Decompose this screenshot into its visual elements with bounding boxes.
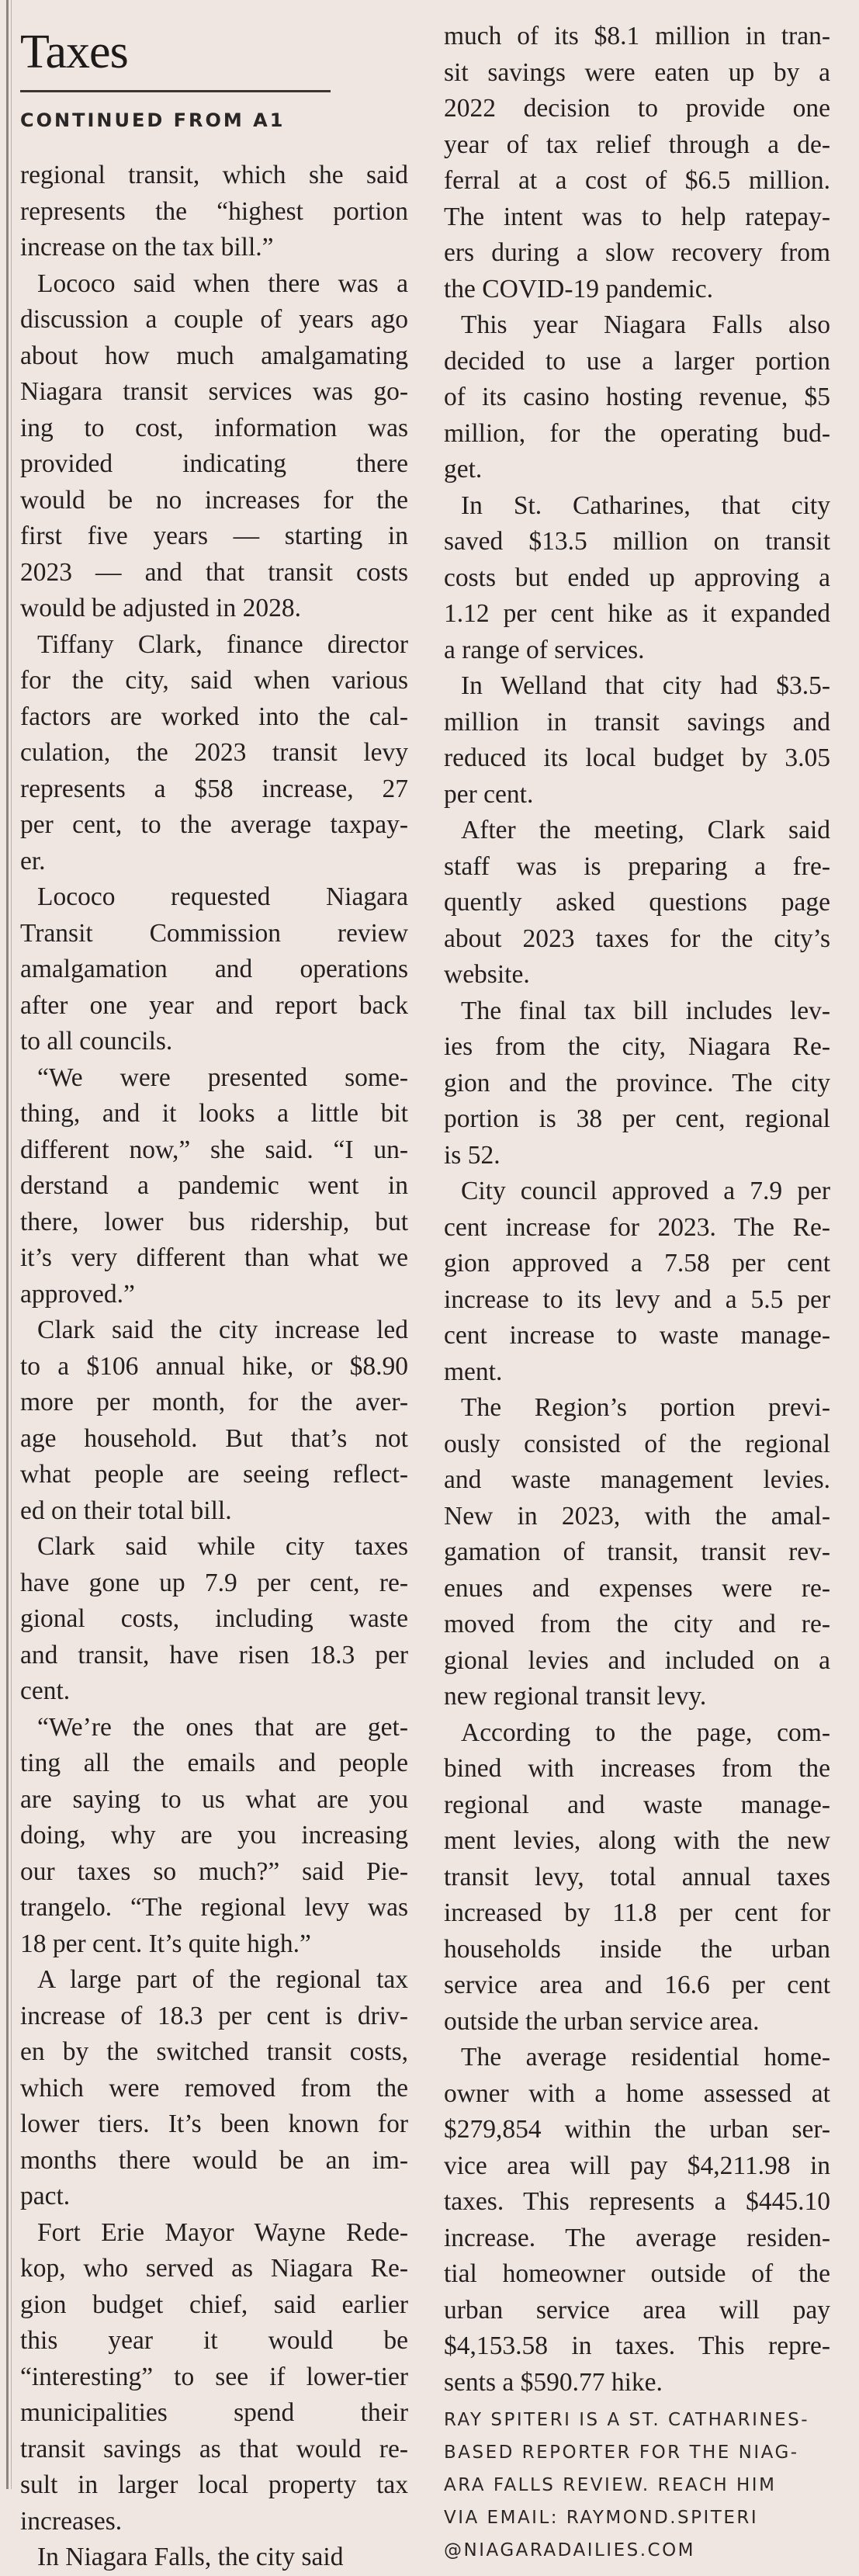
- text-line: and transit, have risen 18.3 per: [20, 1640, 408, 1669]
- text-line: The Region’s portion previ-: [461, 1393, 830, 1422]
- text-line: Niagara transit services was go-: [20, 377, 408, 406]
- text-line: doing, why are you increasing: [20, 1821, 408, 1850]
- text-line: represents a $58 increase, 27: [20, 774, 408, 803]
- text-line: outside the urban service area.: [444, 2006, 760, 2036]
- text-line: vice area will pay $4,211.98 in: [444, 2151, 830, 2180]
- text-line: approved.”: [20, 1279, 135, 1309]
- text-line: per cent.: [444, 779, 534, 809]
- text-line: In St. Catharines, that city: [461, 491, 830, 520]
- text-line: $279,854 within the urban ser-: [444, 2115, 830, 2144]
- headline-rule: [20, 90, 331, 92]
- text-line: enues and expenses were re-: [444, 1573, 830, 1603]
- text-line: there, lower bus ridership, but: [20, 1207, 408, 1236]
- text-line: new regional transit levy.: [444, 1682, 707, 1711]
- text-line: much of its $8.1 million in tran-: [444, 22, 830, 50]
- text-line: derstand a pandemic went in: [20, 1171, 408, 1200]
- text-line: culation, the 2023 transit levy: [20, 738, 408, 767]
- text-line: are saying to us what are you: [20, 1784, 408, 1814]
- text-line: of its casino hosting revenue, $5: [444, 383, 830, 411]
- article-paragraph: [444, 993, 830, 1174]
- text-line: gional costs, including waste: [20, 1604, 408, 1633]
- text-line: gion and the province. The city: [444, 1068, 830, 1097]
- text-line: The average residential home-: [461, 2043, 830, 2072]
- text-line: portion is 38 per cent, regional: [444, 1104, 830, 1133]
- text-line: reduced its local budget by 3.05: [444, 744, 830, 772]
- text-line: The intent was to help ratepay-: [444, 202, 830, 231]
- text-line: In Niagara Falls, the city said: [37, 2543, 344, 2571]
- bio-line: @NIAGARADAILIES.COM: [444, 2540, 696, 2560]
- article-paragraph: [444, 668, 830, 813]
- text-line: gion approved a 7.58 per cent: [444, 1249, 830, 1278]
- text-line: and waste management levies.: [444, 1465, 830, 1494]
- text-line: increase on the tax bill.”: [20, 233, 274, 262]
- bio-line: ARA FALLS REVIEW. REACH HIM: [444, 2475, 777, 2495]
- headline: Taxes: [20, 26, 128, 78]
- text-line: age household. But that’s not: [20, 1423, 408, 1453]
- text-line: cent increase for 2023. The Re-: [444, 1212, 830, 1242]
- text-line: ing to cost, information was: [20, 413, 408, 442]
- text-line: service area and 16.6 per cent: [444, 1971, 830, 1999]
- text-line: increases.: [20, 2506, 123, 2536]
- text-line: owner with a home assessed at: [444, 2078, 830, 2108]
- article-paragraph: [444, 488, 830, 669]
- text-line: According to the page, com-: [461, 1718, 830, 1747]
- text-line: taxes. This represents a $445.10: [444, 2187, 830, 2216]
- page-edge-rule: [6, 0, 9, 2489]
- text-line: transit levy, total annual taxes: [444, 1862, 830, 1891]
- article-paragraph: [20, 158, 408, 266]
- text-line: ously consisted of the regional: [444, 1429, 830, 1458]
- article-paragraph: [20, 1312, 408, 1529]
- text-line: discussion a couple of years ago: [20, 305, 408, 334]
- text-line: moved from the city and re-: [444, 1610, 830, 1638]
- continued-from-label: CONTINUED FROM A1: [20, 109, 286, 131]
- text-line: Transit Commission review: [20, 918, 408, 948]
- text-line: lower tiers. It’s been known for: [20, 2110, 408, 2138]
- text-line: provided indicating there: [20, 449, 408, 478]
- text-line: a range of services.: [444, 635, 645, 664]
- text-line: year of tax relief through a de-: [444, 130, 830, 159]
- text-line: “interesting” to see if lower-tier: [20, 2362, 408, 2391]
- text-line: This year Niagara Falls also: [461, 310, 830, 339]
- text-line: The final tax bill includes lev-: [461, 996, 830, 1025]
- bio-line: BASED REPORTER FOR THE NIAG-: [444, 2443, 799, 2463]
- text-line: City council approved a 7.9 per: [461, 1177, 830, 1205]
- article-paragraph: [20, 627, 408, 880]
- text-line: gamation of transit, transit rev-: [444, 1538, 830, 1566]
- text-line: it’s very different than what we: [20, 1243, 408, 1272]
- text-line: regional transit, which she said: [20, 161, 408, 189]
- text-line: for the city, said when various: [20, 666, 408, 695]
- text-line: more per month, for the aver-: [20, 1388, 408, 1416]
- text-line: households inside the urban: [444, 1934, 830, 1964]
- text-line: to all councils.: [20, 1027, 173, 1056]
- text-line: Clark said the city increase led: [37, 1316, 408, 1344]
- text-line: $4,153.58 in taxes. This repre-: [444, 2332, 830, 2360]
- text-line: Tiffany Clark, finance director: [37, 629, 408, 659]
- text-line: is 52.: [444, 1140, 501, 1170]
- text-line: would be adjusted in 2028.: [20, 594, 301, 622]
- text-line: thing, and it looks a little bit: [20, 1099, 408, 1128]
- article-paragraph: [444, 1715, 830, 2040]
- page-edge-rule-thin: [11, 0, 12, 2489]
- text-line: million, for the operating bud-: [444, 418, 830, 448]
- text-line: regional and waste manage-: [444, 1790, 830, 1819]
- text-line: increase of 18.3 per cent is driv-: [20, 2001, 408, 2030]
- article-paragraph: [20, 1710, 408, 1963]
- article-paragraph: [20, 879, 408, 1060]
- text-line: first five years — starting in: [20, 522, 408, 550]
- text-line: “We’re the ones that are get-: [37, 1712, 408, 1742]
- text-line: ed on their total bill.: [20, 1496, 232, 1525]
- text-line: million in transit savings and: [444, 707, 830, 737]
- text-line: gion budget chief, said earlier: [20, 2290, 408, 2319]
- text-line: saved $13.5 million on transit: [444, 527, 830, 556]
- text-line: represents the “highest portion: [20, 196, 408, 226]
- text-line: Fort Erie Mayor Wayne Rede-: [37, 2217, 408, 2247]
- author-bio: [444, 2404, 830, 2567]
- text-line: increased by 11.8 per cent for: [444, 1898, 830, 1927]
- text-line: After the meeting, Clark said: [461, 816, 830, 844]
- text-line: “We were presented some-: [37, 1063, 408, 1092]
- article-paragraph: [444, 813, 830, 993]
- text-line: what people are seeing reflect-: [20, 1460, 408, 1489]
- text-line: the COVID-19 pandemic.: [444, 274, 714, 303]
- article-paragraph: [444, 19, 830, 307]
- text-line: en by the switched transit costs,: [20, 2037, 408, 2066]
- text-line: staff was is preparing a fre-: [444, 851, 830, 881]
- text-line: Lococo requested Niagara: [37, 882, 408, 911]
- text-line: pact.: [20, 2182, 71, 2210]
- text-line: different now,” she said. “I un-: [20, 1135, 408, 1164]
- text-line: 1.12 per cent hike as it expanded: [444, 599, 830, 628]
- right-column: [444, 19, 830, 2567]
- text-line: ting all the emails and people: [20, 1749, 408, 1777]
- right-column-body: [444, 19, 830, 2401]
- text-line: after one year and report back: [20, 990, 408, 1020]
- article-paragraph: [444, 307, 830, 488]
- text-line: cent.: [20, 1676, 71, 1705]
- text-line: decided to use a larger portion: [444, 346, 830, 376]
- text-line: urban service area will pay: [444, 2295, 830, 2325]
- text-line: per cent, to the average taxpay-: [20, 810, 408, 839]
- text-line: transit savings as that would re-: [20, 2434, 408, 2463]
- text-line: sult in larger local property tax: [20, 2470, 408, 2499]
- article-paragraph: [20, 1962, 408, 2215]
- text-line: 2023 — and that transit costs: [20, 557, 408, 587]
- text-line: sit savings were eaten up by a: [444, 57, 830, 87]
- text-line: ies from the city, Niagara Re-: [444, 1032, 830, 1061]
- text-line: website.: [444, 960, 530, 989]
- article-paragraph: [20, 2540, 408, 2576]
- text-line: increase. The average residen-: [444, 2223, 830, 2252]
- text-line: about how much amalgamating: [20, 341, 408, 370]
- text-line: ferral at a cost of $6.5 million.: [444, 166, 830, 195]
- text-line: ment levies, along with the new: [444, 1826, 830, 1855]
- text-line: gional levies and included on a: [444, 1645, 830, 1675]
- text-line: would be no increases for the: [20, 485, 408, 515]
- text-line: Lococo said when there was a: [37, 269, 408, 298]
- article-paragraph: [444, 1390, 830, 1715]
- text-line: get.: [444, 455, 483, 484]
- text-line: this year it would be: [20, 2326, 408, 2355]
- text-line: bined with increases from the: [444, 1754, 830, 1783]
- text-line: 18 per cent. It’s quite high.”: [20, 1929, 311, 1958]
- text-line: ers during a slow recovery from: [444, 238, 830, 267]
- text-line: increase to its levy and a 5.5 per: [444, 1285, 830, 1314]
- text-line: municipalities spend their: [20, 2398, 408, 2427]
- text-line: New in 2023, with the amal-: [444, 1501, 830, 1531]
- article-paragraph: [20, 1529, 408, 1710]
- left-column: [20, 0, 408, 2576]
- article-paragraph: [444, 2040, 830, 2401]
- text-line: tial homeowner outside of the: [444, 2259, 830, 2288]
- text-line: 2022 decision to provide one: [444, 94, 830, 123]
- text-line: which were removed from the: [20, 2073, 408, 2103]
- text-line: Clark said while city taxes: [37, 1532, 408, 1561]
- text-line: er.: [20, 846, 46, 875]
- text-line: sents a $590.77 hike.: [444, 2367, 663, 2397]
- bio-line: RAY SPITERI IS A ST. CATHARINES-: [444, 2410, 810, 2430]
- text-line: cent increase to waste manage-: [444, 1321, 830, 1350]
- text-line: have gone up 7.9 per cent, re-: [20, 1568, 408, 1597]
- text-line: In Welland that city had $3.5-: [461, 671, 830, 700]
- text-line: about 2023 taxes for the city’s: [444, 924, 830, 953]
- text-line: to a $106 annual hike, or $8.90: [20, 1351, 408, 1381]
- text-line: ment.: [444, 1357, 503, 1386]
- text-line: costs but ended up approving a: [444, 563, 830, 592]
- article-paragraph: [20, 2215, 408, 2540]
- text-line: trangelo. “The regional levy was: [20, 1893, 408, 1922]
- left-column-body: [20, 158, 408, 2576]
- text-line: factors are worked into the cal-: [20, 702, 408, 731]
- article-paragraph: [20, 1060, 408, 1313]
- article-paragraph: [444, 1174, 830, 1390]
- article-paragraph: [20, 266, 408, 627]
- text-line: quently asked questions page: [444, 888, 830, 917]
- text-line: amalgamation and operations: [20, 955, 408, 983]
- text-line: kop, who served as Niagara Re-: [20, 2254, 408, 2283]
- bio-line: VIA EMAIL: RAYMOND.SPITERI: [444, 2508, 759, 2528]
- text-line: A large part of the regional tax: [37, 1965, 408, 1994]
- text-line: our taxes so much?” said Pie-: [20, 1857, 408, 1886]
- text-line: months there would be an im-: [20, 2145, 408, 2175]
